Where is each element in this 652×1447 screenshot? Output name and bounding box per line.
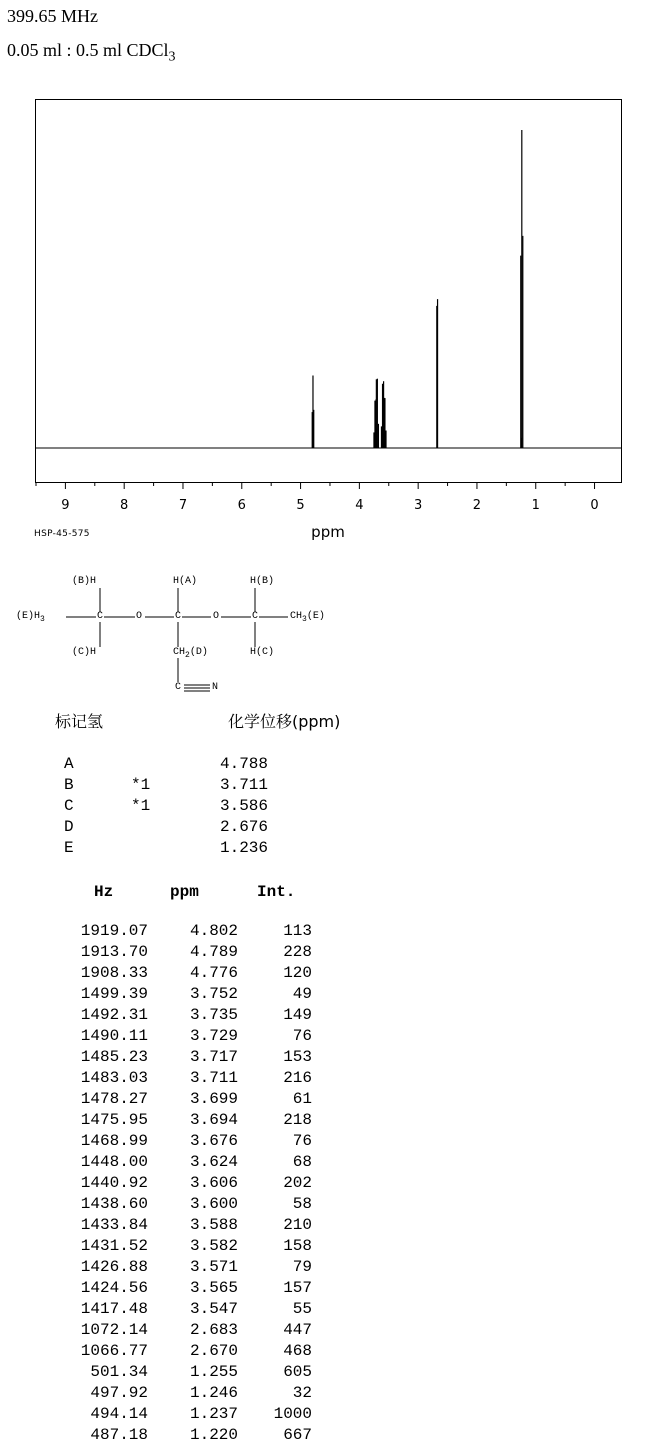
peak-int: 153 <box>283 1048 312 1066</box>
x-axis-ticks <box>36 482 599 513</box>
peak-ppm: 3.752 <box>189 985 238 1003</box>
peak-hz: 1438.60 <box>80 1195 148 1213</box>
peak-hz: 487.18 <box>90 1426 148 1444</box>
atom-label <box>173 648 208 658</box>
spectrometer-frequency: 399.65 MHz <box>7 6 98 26</box>
atom-label: C <box>252 611 259 622</box>
x-axis-label: ppm <box>311 523 345 541</box>
atom-sub: 2 <box>185 651 190 660</box>
peak-int: 210 <box>283 1216 312 1234</box>
header-ppm: ppm <box>170 883 199 901</box>
peak-int: 68 <box>292 1153 312 1171</box>
atom-label: (C)H <box>72 647 97 658</box>
peak-ppm: 3.571 <box>189 1258 238 1276</box>
peak-hz: 1919.07 <box>80 922 148 940</box>
assignment-label: B <box>64 776 74 794</box>
peak-hz: 497.92 <box>90 1384 148 1402</box>
x-tick-label: 1 <box>531 498 540 513</box>
peak-int: 1000 <box>273 1405 312 1423</box>
peak-ppm: 2.670 <box>189 1342 238 1360</box>
peak-ppm: 3.588 <box>189 1216 238 1234</box>
peak-hz: 1478.27 <box>80 1090 148 1108</box>
peak-int: 49 <box>292 985 312 1003</box>
x-tick-label: 2 <box>472 498 482 513</box>
peak-int: 447 <box>283 1321 312 1339</box>
peak-hz: 1468.99 <box>80 1132 148 1150</box>
peak-int: 79 <box>292 1258 312 1276</box>
atom-label: O <box>213 611 220 622</box>
peak-int: 157 <box>283 1279 312 1297</box>
assignment-shift-header: 化学位移(ppm) <box>228 712 341 731</box>
peak-ppm: 3.676 <box>189 1132 238 1150</box>
peak-int: 32 <box>292 1384 312 1402</box>
peak-int: 228 <box>283 943 312 961</box>
atom-label <box>290 612 325 622</box>
peak-hz: 1424.56 <box>80 1279 148 1297</box>
x-tick-label: 0 <box>590 498 599 513</box>
plot-frame <box>36 100 622 483</box>
atom-label: N <box>212 682 219 693</box>
peak-ppm: 2.683 <box>189 1321 238 1339</box>
peak-int: 218 <box>283 1111 312 1129</box>
atom-label: C <box>97 611 104 622</box>
peak-hz: 1913.70 <box>80 943 148 961</box>
atom-text: (D) <box>189 647 208 658</box>
peak-ppm: 4.789 <box>189 943 238 961</box>
x-tick-label: 9 <box>61 498 70 513</box>
assignment-label-header: 标记氢 <box>55 712 104 731</box>
x-tick-label: 6 <box>237 498 246 513</box>
x-tick-label: 7 <box>178 498 188 513</box>
peak-hz: 1072.14 <box>80 1321 148 1339</box>
peak-ppm: 1.246 <box>189 1384 238 1402</box>
peak-int: 55 <box>292 1300 312 1318</box>
peak-hz: 1448.00 <box>80 1153 148 1171</box>
atom-label: H(B) <box>250 576 275 587</box>
peak-ppm: 3.565 <box>189 1279 238 1297</box>
peak-int: 76 <box>292 1027 312 1045</box>
peak-hz: 494.14 <box>90 1405 148 1423</box>
peak-int: 76 <box>292 1132 312 1150</box>
header-hz: Hz <box>94 883 114 901</box>
peak-int: 120 <box>283 964 312 982</box>
peak-hz: 1433.84 <box>80 1216 148 1234</box>
peak-ppm: 3.735 <box>189 1006 238 1024</box>
peak-ppm: 3.624 <box>189 1153 238 1171</box>
peak-ppm: 3.699 <box>189 1090 238 1108</box>
atom-text: CH <box>290 611 303 622</box>
peak-hz: 1483.03 <box>80 1069 148 1087</box>
x-tick-label: 3 <box>414 498 423 513</box>
assignment-label: D <box>64 818 74 836</box>
assignment-shift: 1.236 <box>220 839 269 857</box>
peak-int: 605 <box>283 1363 312 1381</box>
atom-label: C <box>175 682 182 693</box>
peak-int: 149 <box>283 1006 312 1024</box>
assignment-shift: 3.711 <box>220 776 269 794</box>
peak-int: 58 <box>292 1195 312 1213</box>
peak-ppm: 1.255 <box>189 1363 238 1381</box>
peak-ppm: 3.729 <box>189 1027 238 1045</box>
atom-text: (E)H <box>16 611 41 622</box>
atom-label: O <box>136 611 143 622</box>
peak-hz: 1485.23 <box>80 1048 148 1066</box>
peak-ppm: 3.694 <box>189 1111 238 1129</box>
nmr-spectrum-chart <box>0 0 652 550</box>
peak-hz: 1440.92 <box>80 1174 148 1192</box>
peak-int: 158 <box>283 1237 312 1255</box>
sample-id: HSP-45-575 <box>34 529 90 539</box>
assignment-label: E <box>64 839 74 857</box>
peak-hz: 501.34 <box>90 1363 148 1381</box>
peak-ppm: 1.220 <box>189 1426 238 1444</box>
x-tick-label: 4 <box>355 498 364 513</box>
peak-int: 667 <box>283 1426 312 1444</box>
peak-ppm: 3.606 <box>189 1174 238 1192</box>
peak-hz: 1490.11 <box>80 1027 148 1045</box>
solvent-subscript: 3 <box>168 49 176 65</box>
peak-ppm: 4.776 <box>189 964 238 982</box>
x-tick-label: 5 <box>296 498 305 513</box>
peak-hz: 1426.88 <box>80 1258 148 1276</box>
x-tick-label: 8 <box>120 498 129 513</box>
atom-label: C <box>175 611 182 622</box>
atom-label <box>16 612 45 622</box>
assignment-note: *1 <box>131 776 151 794</box>
assignment-shift: 3.586 <box>220 797 269 815</box>
assignment-note: *1 <box>131 797 151 815</box>
atom-sub: 3 <box>40 615 45 624</box>
peak-hz: 1475.95 <box>80 1111 148 1129</box>
peak-int: 113 <box>283 922 312 940</box>
atom-text: CH <box>173 647 186 658</box>
atom-label: H(A) <box>173 576 198 587</box>
atom-sub: 3 <box>302 615 307 624</box>
peak-int: 61 <box>292 1090 312 1108</box>
assignment-label: C <box>64 797 74 815</box>
peak-ppm: 3.717 <box>189 1048 238 1066</box>
peak-int: 468 <box>283 1342 312 1360</box>
peak-hz: 1908.33 <box>80 964 148 982</box>
peak-hz: 1431.52 <box>80 1237 148 1255</box>
peak-hz: 1066.77 <box>80 1342 148 1360</box>
atom-label: (B)H <box>72 576 97 587</box>
atom-text: (E) <box>306 611 325 622</box>
assignment-shift: 2.676 <box>220 818 269 836</box>
peak-hz: 1417.48 <box>80 1300 148 1318</box>
peak-ppm: 3.547 <box>189 1300 238 1318</box>
header-int: Int. <box>257 883 296 901</box>
atom-label: H(C) <box>250 647 275 658</box>
assignment-label: A <box>64 755 74 773</box>
peak-marks <box>312 130 523 448</box>
assignment-shift: 4.788 <box>220 755 269 773</box>
peak-hz: 1499.39 <box>80 985 148 1003</box>
peak-int: 202 <box>283 1174 312 1192</box>
peak-hz: 1492.31 <box>80 1006 148 1024</box>
peak-ppm: 3.711 <box>189 1069 238 1087</box>
peak-ppm: 3.600 <box>189 1195 238 1213</box>
peak-ppm: 1.237 <box>189 1405 238 1423</box>
peak-ppm: 3.582 <box>189 1237 238 1255</box>
solvent-text: 0.05 ml : 0.5 ml CDCl <box>7 40 169 60</box>
peak-ppm: 4.802 <box>189 922 238 940</box>
peak-int: 216 <box>283 1069 312 1087</box>
